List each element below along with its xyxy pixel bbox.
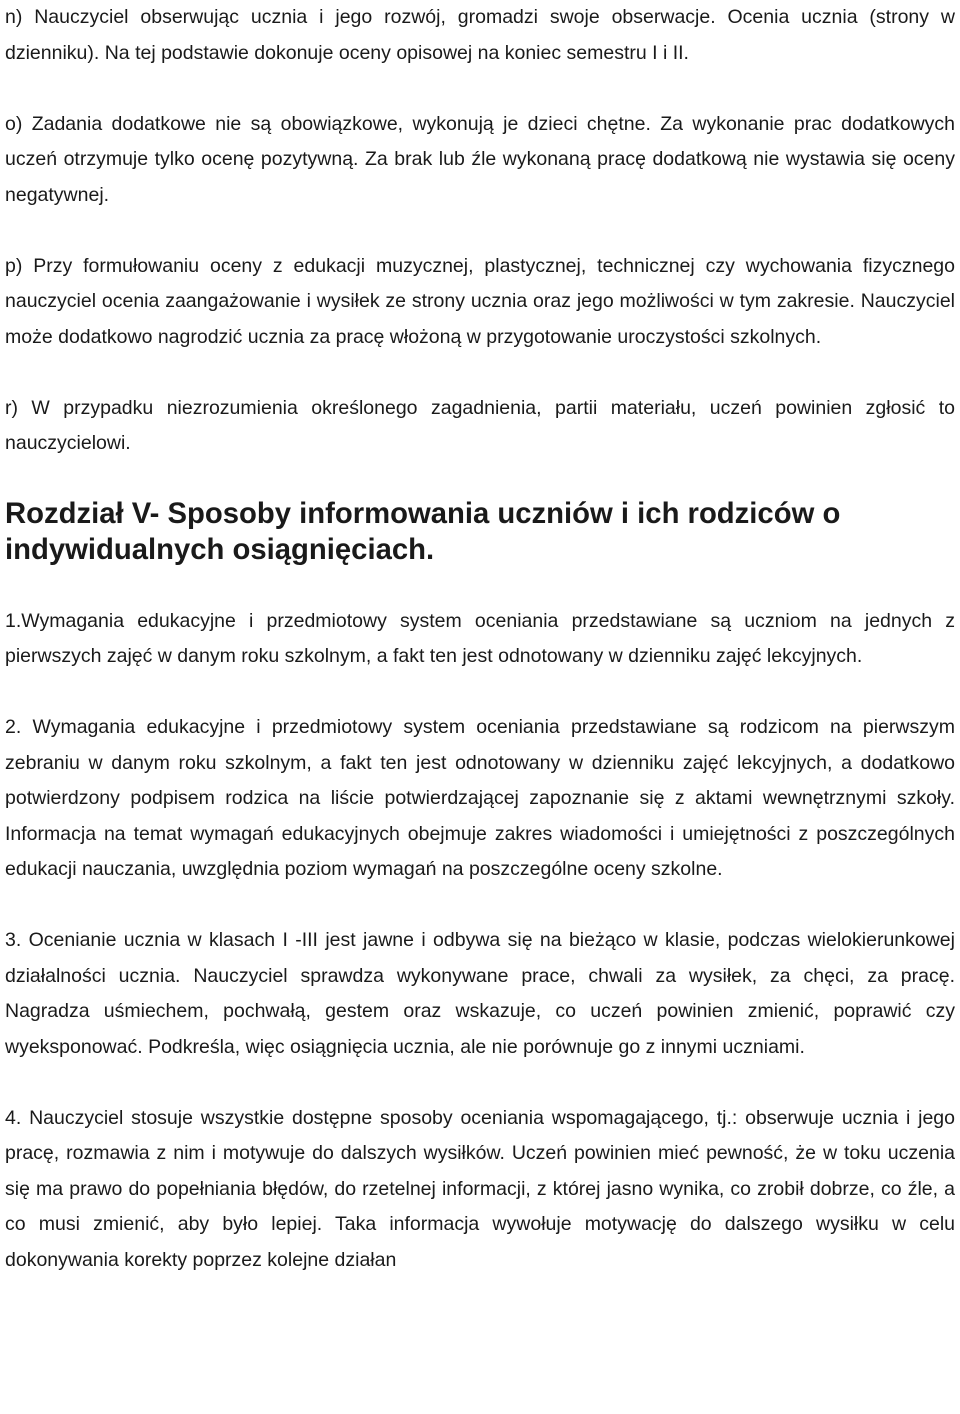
document-page	[5, 0, 955, 1278]
chapter-heading: Rozdział V- Sposoby informowania uczniów i ich rodziców o indywidualnych osiągnięciach.	[5, 498, 841, 566]
paragraph-n: n) Nauczyciel obserwując ucznia i jego rozwój, gromadzi swoje obserwacje. Ocenia ucznia (strony w dzienniku). Na tej podstawie dokonuje oceny opisowej na koniec semestru I i II.	[5, 6, 955, 64]
spacer	[5, 462, 955, 498]
spacer	[5, 675, 955, 711]
spacer	[5, 71, 955, 107]
point-3: 3. Ocenianie ucznia w klasach I -III jest jawne i odbywa się na bieżąco w klasie, podczas wielokierunkowej działalności ucznia. Nauczyciel sprawdza wykonywane prace, chwali za wysiłek, za chęci, za pracę. Nagradza uśmiechem, pochwałą, gestem oraz wskazuje, co uczeń powinien zmienić, poprawić czy wyeksponować. Podkreśla, więc osiągnięcia ucznia, ale nie porównuje go z innymi uczniami.	[5, 929, 955, 1058]
spacer	[5, 213, 955, 249]
spacer	[5, 355, 955, 391]
paragraph-o: o) Zadania dodatkowe nie są obowiązkowe, wykonują je dzieci chętne. Za wykonanie prac dodatkowych uczeń otrzymuje tylko ocenę pozytywną. Za brak lub źle wykonaną pracę dodatkową nie wystawia się oceny negatywnej.	[5, 112, 955, 206]
point-1: 1.Wymagania edukacyjne i przedmiotowy system oceniania przedstawiane są uczniom na jednych z pierwszych zajęć w danym roku szkolnym, a fakt ten jest odnotowany w dzienniku zajęć lekcyjnych.	[5, 609, 955, 667]
spacer	[5, 1065, 955, 1101]
paragraph-p: p) Przy formułowaniu oceny z edukacji muzycznej, plastycznej, technicznej czy wychowania fizycznego nauczyciel ocenia zaangażowanie i wysiłek ze strony ucznia oraz jego możliwości w tym zakresie. Nauczyciel może dodatkowo nagrodzić ucznia za pracę włożoną w przygotowanie uroczystości szkolnych.	[5, 254, 955, 348]
spacer	[5, 568, 955, 604]
point-2: 2. Wymagania edukacyjne i przedmiotowy system oceniania przedstawiane są rodzicom na pierwszym zebraniu w danym roku szkolnym, a fakt ten jest odnotowany w dzienniku zajęć lekcyjnych, a dodatkowo potwierdzony podpisem rodzica na liście potwierdzającej zapoznanie się z aktami wewnętrznymi szkoły. Informacja na temat wymagań edukacyjnych obejmuje zakres wiadomości i umiejętności z poszczególnych edukacji nauczania, uwzględnia poziom wymagań na poszczególne oceny szkolne.	[5, 716, 955, 880]
paragraph-r: r) W przypadku niezrozumienia określonego zagadnienia, partii materiału, uczeń powinien zgłosić to nauczycielowi.	[5, 396, 955, 454]
spacer	[5, 888, 955, 924]
point-4: 4. Nauczyciel stosuje wszystkie dostępne sposoby oceniania wspomagającego, tj.: obserwuje ucznia i jego pracę, rozmawia z nim i motywuje do dalszych wysiłków. Uczeń powinien mieć pewność, że w toku uczenia się ma prawo do popełniania błędów, do rzetelnej informacji, z której jasno wynika, co zrobił dobrze, co źle, a co musi zmienić, aby było lepiej. Taka informacja wywołuje motywację do dalszego wysiłku w celu dokonywania korekty poprzez kolejne działan	[5, 1106, 955, 1271]
